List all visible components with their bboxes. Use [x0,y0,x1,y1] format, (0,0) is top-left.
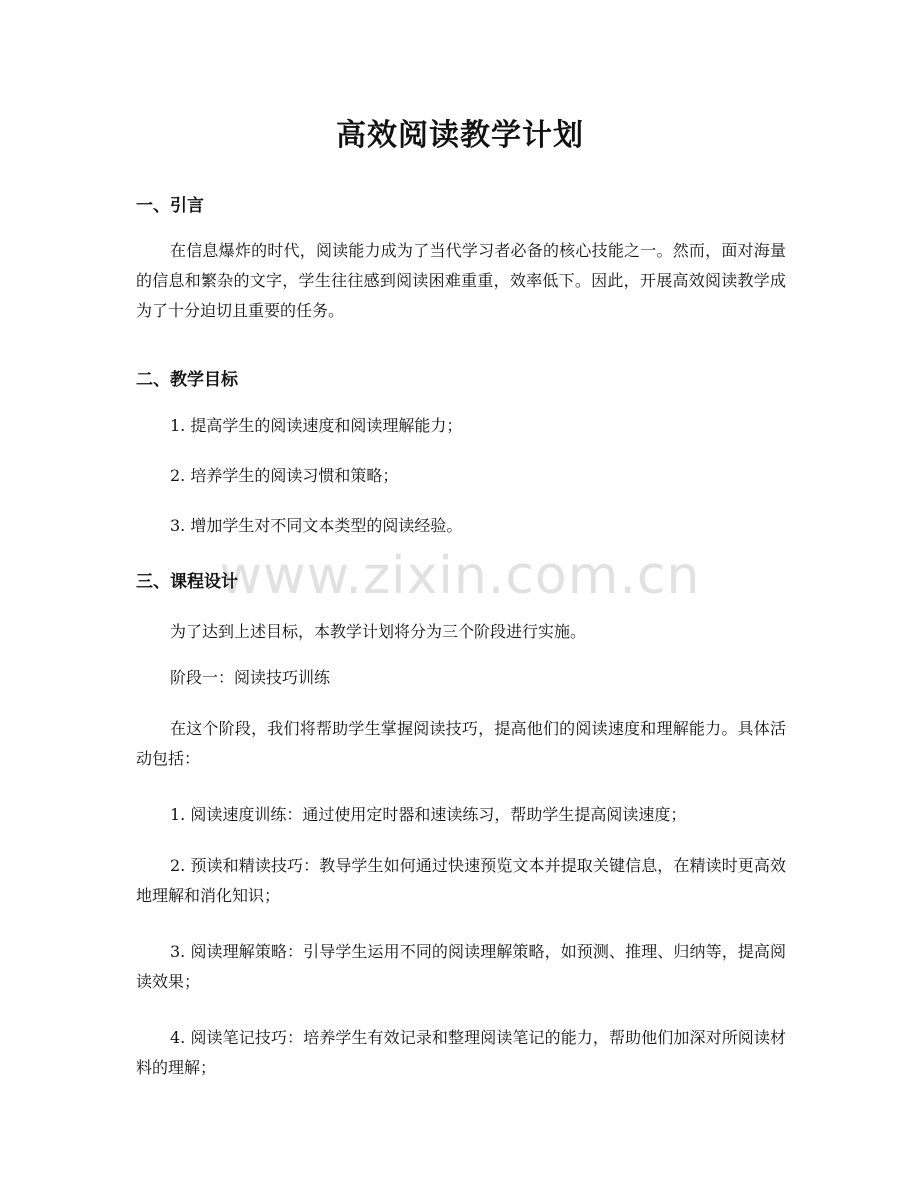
intro-paragraph: 在信息爆炸的时代，阅读能力成为了当代学习者必备的核心技能之一。然而，面对海量的信息和繁杂的文字，学生往往感到阅读困难重重，效率低下。因此，开展高效阅读教学成为了十分迫切且重要的任务。 [136,241,786,320]
course-intro: 为了达到上述目标，本教学计划将分为三个阶段进行实施。 [170,622,587,641]
activity-item: 4. 阅读笔记技巧：培养学生有效记录和整理阅读笔记的能力，帮助他们加深对所阅读材料的理解； [136,1028,786,1077]
activity-item: 2. 预读和精读技巧：教导学生如何通过快速预览文本并提取关键信息，在精读时更高效地理解和消化知识； [136,856,786,905]
watermark: www.zixin.com.cn [219,546,701,606]
stage-description: 在这个阶段，我们将帮助学生掌握阅读技巧，提高他们的阅读速度和理解能力。具体活动包括： [136,719,786,768]
section-heading-intro: 一、引言 [136,196,204,216]
page-title: 高效阅读教学计划 [336,118,584,153]
section-heading-goals: 二、教学目标 [136,370,238,390]
stage-title: 阶段一：阅读技巧训练 [170,668,331,687]
section-heading-course: 三、课程设计 [136,572,238,592]
goal-item: 3. 增加学生对不同文本类型的阅读经验。 [170,516,463,535]
activity-item: 3. 阅读理解策略：引导学生运用不同的阅读理解策略，如预测、推理、归纳等，提高阅读效果； [136,942,786,991]
goal-item: 1. 提高学生的阅读速度和阅读理解能力； [170,416,463,435]
goal-item: 2. 培养学生的阅读习惯和策略； [170,466,399,485]
activity-item: 1. 阅读速度训练：通过使用定时器和速读练习，帮助学生提高阅读速度； [170,805,687,824]
